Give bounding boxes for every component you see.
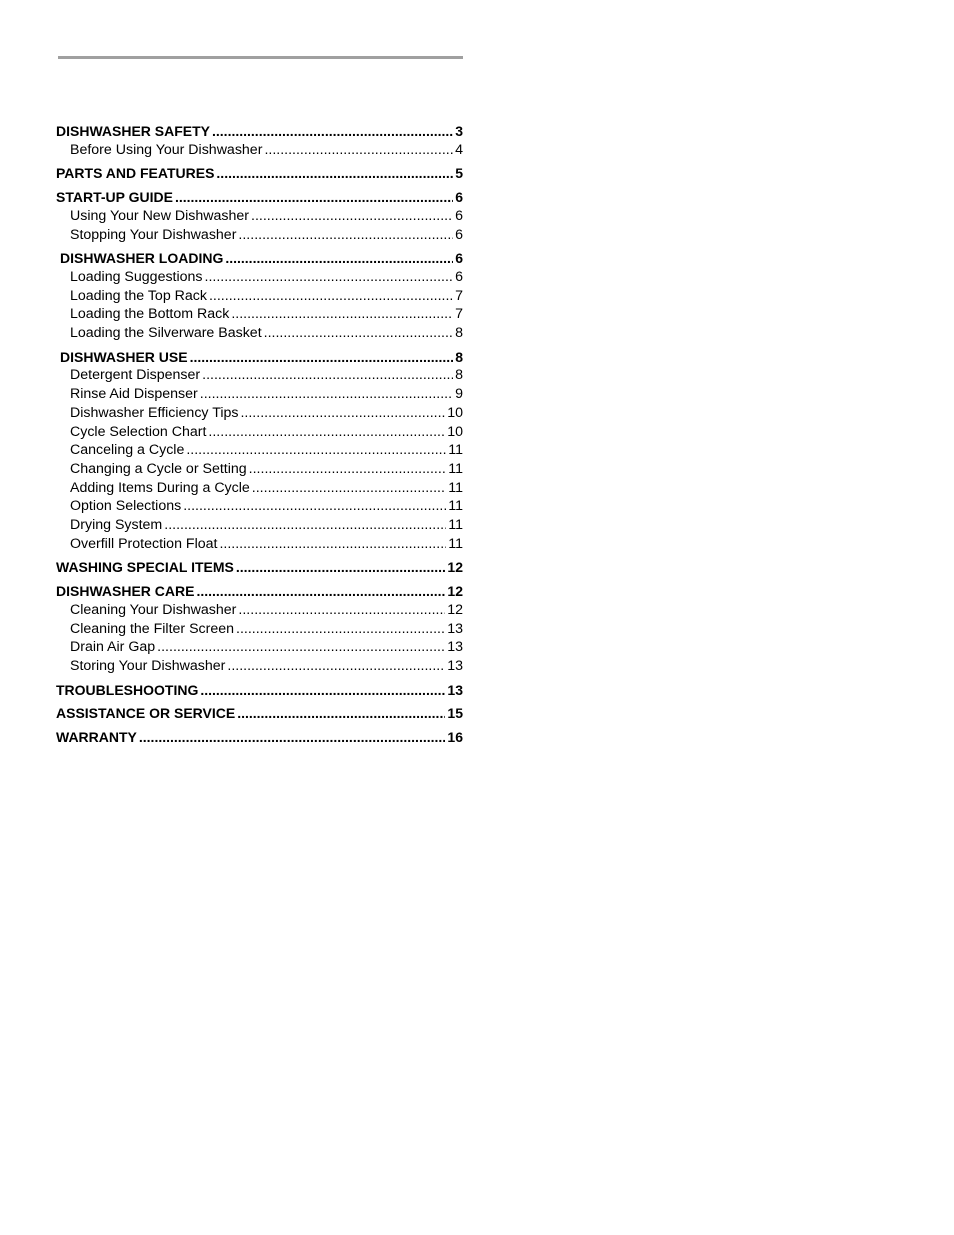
toc-subsection-entry[interactable] (56, 404, 463, 423)
toc-dot-leader (212, 122, 453, 141)
toc-entry-title: Dishwasher Efficiency Tips (70, 404, 239, 421)
toc-page-number: 6 (455, 207, 463, 224)
toc-dot-leader (236, 620, 445, 639)
toc-entry-title: Detergent Dispenser (70, 367, 201, 384)
toc-subsection-entry[interactable] (56, 385, 463, 404)
toc-subsection-entry[interactable] (56, 141, 463, 160)
toc-section-entry[interactable] (56, 348, 463, 367)
toc-subsection-entry[interactable] (56, 226, 463, 245)
toc-page-number: 8 (455, 325, 463, 342)
toc-page-number: 12 (447, 601, 463, 618)
toc-page-number: 11 (448, 460, 463, 477)
toc-page-number: 4 (455, 141, 463, 158)
toc-dot-leader (237, 704, 445, 723)
toc-page-number: 9 (455, 386, 463, 403)
toc-page-number: 8 (455, 367, 463, 384)
toc-subsection-entry[interactable] (56, 441, 463, 460)
toc-page-number: 15 (447, 705, 463, 722)
toc-page-number: 6 (455, 226, 463, 243)
top-divider (58, 56, 463, 59)
toc-page-number: 11 (448, 517, 463, 534)
toc-entry-title: Storing Your Dishwasher (70, 657, 226, 674)
toc-section-entry[interactable] (56, 728, 463, 747)
toc-dot-leader (183, 497, 446, 516)
toc-page-number: 8 (455, 348, 463, 365)
toc-page-number: 6 (455, 268, 463, 285)
toc-dot-leader (202, 366, 453, 385)
toc-dot-leader (216, 164, 453, 183)
toc-entry-title: PARTS AND FEATURES (56, 165, 215, 182)
toc-page-number: 12 (447, 559, 463, 576)
toc-section-entry[interactable] (56, 704, 463, 723)
toc-section-entry[interactable] (56, 558, 463, 577)
toc-page-number: 10 (447, 404, 463, 421)
toc-dot-leader (196, 582, 445, 601)
toc-dot-leader (208, 423, 445, 442)
toc-page-number: 11 (448, 442, 463, 459)
toc-page-number: 10 (447, 423, 463, 440)
toc-dot-leader (238, 601, 445, 620)
toc-dot-leader (205, 268, 454, 287)
toc-entry-title: WARRANTY (56, 729, 137, 746)
toc-dot-leader (190, 348, 454, 367)
toc-page-number: 11 (448, 535, 463, 552)
toc-page-number: 13 (447, 639, 463, 656)
toc-page-number: 13 (447, 620, 463, 637)
toc-entry-title: Overfill Protection Float (70, 535, 218, 552)
toc-entry-title: Cycle Selection Chart (70, 423, 207, 440)
toc-subsection-entry[interactable] (56, 460, 463, 479)
toc-page-number: 16 (447, 729, 463, 746)
toc-entry-title: DISHWASHER USE (60, 348, 188, 365)
toc-entry-title: Drain Air Gap (70, 639, 156, 656)
toc-dot-leader (200, 385, 453, 404)
toc-entry-title: TROUBLESHOOTING (56, 681, 199, 698)
toc-dot-leader (227, 657, 445, 676)
toc-page-number: 11 (448, 479, 463, 496)
toc-subsection-entry[interactable] (56, 207, 463, 226)
toc-dot-leader (209, 287, 453, 306)
toc-subsection-entry[interactable] (56, 535, 463, 554)
toc-subsection-entry[interactable] (56, 423, 463, 442)
toc-page-number: 11 (448, 498, 463, 515)
toc-dot-leader (264, 324, 453, 343)
toc-entry-title: DISHWASHER SAFETY (56, 123, 211, 139)
toc-dot-leader (186, 441, 446, 460)
toc-subsection-entry[interactable] (56, 601, 463, 620)
toc-dot-leader (264, 141, 453, 160)
toc-dot-leader (175, 188, 453, 207)
toc-page-number: 7 (455, 306, 463, 323)
toc-entry-title: DISHWASHER CARE (56, 583, 195, 600)
toc-entry-title: Adding Items During a Cycle (70, 479, 250, 496)
toc-section-entry[interactable] (56, 122, 463, 141)
toc-dot-leader (225, 249, 453, 268)
toc-entry-title: ASSISTANCE OR SERVICE (56, 705, 236, 722)
toc-entry-title: START-UP GUIDE (56, 189, 173, 206)
toc-page-number: 13 (447, 657, 463, 674)
toc-entry-title: Cleaning Your Dishwasher (70, 601, 237, 618)
table-of-contents (56, 122, 463, 747)
toc-section-entry[interactable] (56, 681, 463, 700)
toc-entry-title: Cleaning the Filter Screen (70, 620, 235, 637)
toc-page-number: 7 (455, 287, 463, 304)
toc-entry-title: Changing a Cycle or Setting (70, 460, 247, 477)
toc-entry-title: Stopping Your Dishwasher (70, 226, 237, 243)
toc-entry-title: Loading Suggestions (70, 268, 203, 285)
toc-subsection-entry[interactable] (56, 268, 463, 287)
toc-section-entry[interactable] (56, 582, 463, 601)
toc-dot-leader (200, 681, 445, 700)
toc-subsection-entry[interactable] (56, 305, 463, 324)
toc-entry-title: Option Selections (70, 498, 182, 515)
toc-subsection-entry[interactable] (56, 657, 463, 676)
toc-subsection-entry[interactable] (56, 324, 463, 343)
toc-subsection-entry[interactable] (56, 638, 463, 657)
toc-entry-title: Canceling a Cycle (70, 442, 185, 459)
toc-entry-title: Loading the Bottom Rack (70, 306, 230, 323)
toc-dot-leader (240, 404, 445, 423)
toc-dot-leader (249, 460, 447, 479)
toc-entry-title: Rinse Aid Dispenser (70, 386, 198, 403)
toc-entry-title: DISHWASHER LOADING (60, 250, 224, 267)
toc-page-number: 5 (455, 165, 463, 182)
toc-entry-title: Loading the Silverware Basket (70, 325, 262, 342)
toc-dot-leader (252, 479, 446, 498)
toc-page-number: 13 (447, 681, 463, 698)
toc-dot-leader (236, 558, 446, 577)
toc-entry-title: WASHING SPECIAL ITEMS (56, 559, 234, 576)
toc-dot-leader (139, 728, 446, 747)
toc-section-entry[interactable] (56, 249, 463, 268)
toc-subsection-entry[interactable] (56, 479, 463, 498)
toc-page-number: 3 (455, 123, 463, 139)
toc-dot-leader (157, 638, 445, 657)
toc-section-entry[interactable] (56, 188, 463, 207)
toc-entry-title: Using Your New Dishwasher (70, 207, 250, 224)
toc-subsection-entry[interactable] (56, 497, 463, 516)
toc-section-entry[interactable] (56, 164, 463, 183)
toc-page-number: 12 (447, 583, 463, 600)
toc-subsection-entry[interactable] (56, 620, 463, 639)
toc-dot-leader (251, 207, 453, 226)
toc-entry-title: Drying System (70, 517, 163, 534)
toc-entry-title: Before Using Your Dishwasher (70, 141, 263, 158)
toc-subsection-entry[interactable] (56, 516, 463, 535)
toc-subsection-entry[interactable] (56, 287, 463, 306)
toc-dot-leader (231, 305, 453, 324)
toc-entry-title: Loading the Top Rack (70, 287, 207, 304)
toc-dot-leader (238, 226, 453, 245)
toc-page-number: 6 (455, 189, 463, 206)
toc-dot-leader (219, 535, 446, 554)
toc-dot-leader (164, 516, 446, 535)
toc-page-number: 6 (455, 250, 463, 267)
toc-subsection-entry[interactable] (56, 366, 463, 385)
